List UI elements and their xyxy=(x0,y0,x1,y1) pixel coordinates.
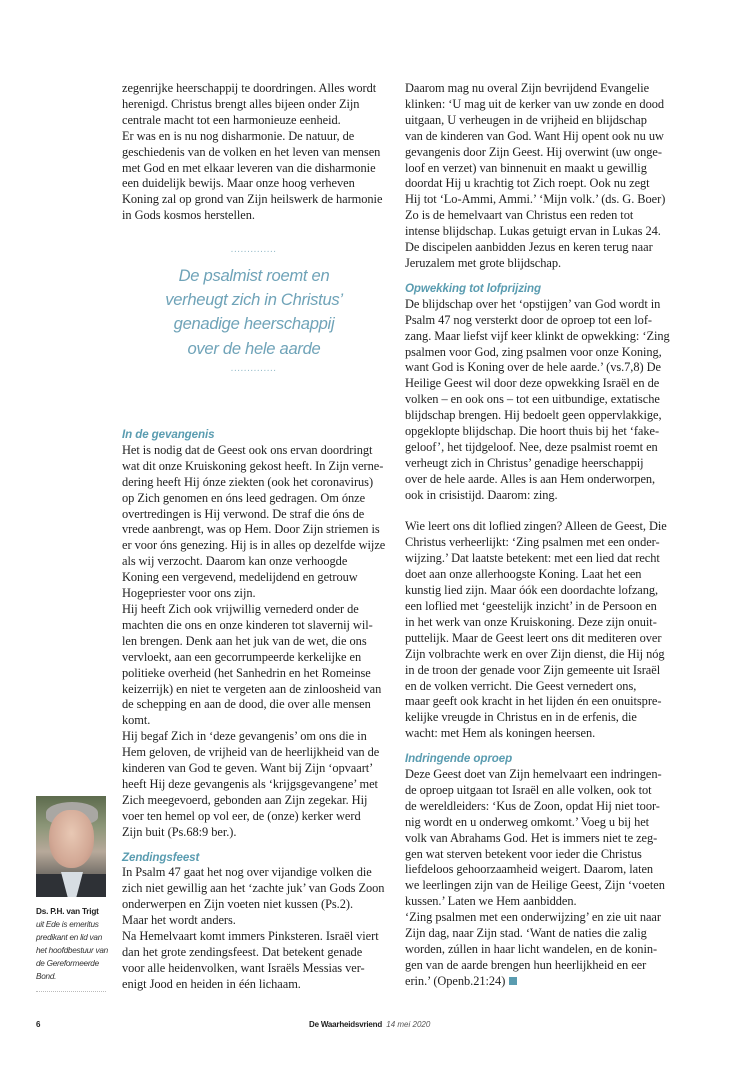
text-line: worden, zúllen in haar licht wandelen, en de konin- xyxy=(405,942,658,957)
author-divider xyxy=(36,991,106,992)
text-line: zich niet gewillig aan het ‘zachte juk’ van Gods Zoon xyxy=(122,881,385,896)
section-in-de-gevangenis xyxy=(122,427,408,993)
text-line: Psalm 47 nog versterkt door de oproep tot een lof- xyxy=(405,312,652,327)
end-square-icon xyxy=(509,977,517,985)
text-line: blijdschap brengen. Hij bedoelt geen oppervlakkige, xyxy=(405,408,662,423)
text-line: ook in crisistijd. Daarom: zing. xyxy=(405,487,558,502)
publication-date: 14 mei 2020 xyxy=(386,1020,431,1029)
right-column xyxy=(405,81,691,990)
text-line: ‘Zing psalmen met een onderwijzing’ en zie uit naar xyxy=(405,910,661,925)
text-line: en de volken verricht. Die Geest vernedert ons, xyxy=(405,678,637,693)
text-line: geloof’, het tijdgeloof. Nee, deze psalmist roemt en xyxy=(405,439,658,454)
bio-line: de Gereformeerde xyxy=(36,959,99,968)
text-line: als wij verzocht. Daarom kan onze verhoogde xyxy=(122,554,348,569)
text-line: klinken: ‘U mag uit de kerker van uw zonde en dood xyxy=(405,96,665,111)
bio-line: het hoofdbestuur van xyxy=(36,946,108,955)
text-line: Zijn buit (Ps.68:9 ber.). xyxy=(122,824,237,839)
text-line: zang. Maar liefst vijf keer klinkt de opwekking: ‘Zing xyxy=(405,328,670,343)
text-line: Hij begaf Zich in ‘deze gevangenis’ om ons die in xyxy=(122,729,367,744)
text-line: over de hele aarde. Alles is aan Hem onderworpen, xyxy=(405,471,656,486)
pullquote-line: genadige heerschappij xyxy=(173,314,335,334)
author-bio xyxy=(36,918,108,983)
text-line: De discipelen aanbidden Jezus en keren terug naar xyxy=(405,240,653,255)
text-line: kelijke vreugde in Christus en in de erfenis, die xyxy=(405,710,637,725)
text-line: volken – en ook ons – tot een uitbundige, extatische xyxy=(405,392,660,407)
text-line: van de kinderen van God. Want Hij opent ook nu uw xyxy=(405,128,664,143)
text-line: kunstig lied zijn. Maar óók een doordachte lofzang, xyxy=(405,583,659,598)
text-line: onderwerpen en Zijn voeten niet kussen (Ps.2). xyxy=(122,897,353,912)
text-line: Hogepriester voor ons zijn. xyxy=(122,586,256,601)
text-line: in Gods kosmos herstellen. xyxy=(122,208,255,223)
text-line: Wie leert ons dit loflied zingen? Alleen de Geest, Die xyxy=(405,519,667,534)
text-line: voer ten hemel op vol eer, de (onze) kerker werd xyxy=(122,808,361,823)
bio-line: Bond. xyxy=(36,972,57,981)
text-line: in de troon der genade voor Zijn gemeente uit Israël xyxy=(405,662,661,677)
text-line: machten die ons en onze kinderen tot slavernij wil- xyxy=(122,617,373,632)
author-name: Ds. P.H. van Trigt xyxy=(36,907,99,916)
text-line: len brengen. Denk aan het juk van de wet, die ons xyxy=(122,633,367,648)
text-line: vervloekt, aan een gecorrumpeerde kerkelijke en xyxy=(122,649,362,664)
section-heading: Zendingsfeest xyxy=(122,850,200,864)
text-line: Hij tot ‘Lo-Ammi, Ammi.’ ‘Mijn volk.’ (ds. G. Boer) xyxy=(405,192,666,207)
text-line: komt. xyxy=(122,713,151,728)
text-line: keizerrijk) en niet te vergeten aan de zinloosheid van xyxy=(122,681,382,696)
text-line: geschiedenis van de volken en het leven van mensen xyxy=(122,144,381,159)
text-line: volk van Abrahams God. Het is immers niet te zeg- xyxy=(405,830,658,845)
text-line: puttelijk. Maar de Geest leert ons dit mediteren over xyxy=(405,630,662,645)
text-line: overtredingen is Hij verwond. De straf die óns de xyxy=(122,506,365,521)
text-line: erin.’ (Openb.21:24) xyxy=(405,973,506,988)
left-column xyxy=(122,81,408,224)
text-line-last xyxy=(405,974,691,990)
author-box xyxy=(36,796,108,992)
intro-paragraph xyxy=(122,81,408,224)
text-line: Daarom mag nu overal Zijn bevrijdend Evangelie xyxy=(405,81,650,95)
text-line: gen van de aarde brengen hun heerlijkheid en eer xyxy=(405,957,647,972)
text-line: wacht: met Hem als koningen heersen. xyxy=(405,726,596,741)
text-line: doordat Hij u krachtig tot Zich roept. Ook nu zegt xyxy=(405,176,650,191)
paragraph-gap xyxy=(405,504,691,520)
text-line: Zijn dag, naar Zijn stad. ‘Want de naties die zalig xyxy=(405,926,647,941)
text-line: Zijn volbrachte werk en over Zijn dienst, die Hij nóg xyxy=(405,646,665,661)
text-line: In Psalm 47 gaat het nog over vijandige volken die xyxy=(122,865,372,880)
text-line: Heilige Geest wil door deze opwekking Israël en de xyxy=(405,376,660,391)
pullquote-line: over de hele aarde xyxy=(187,338,321,358)
bio-line: predikant en lid van xyxy=(36,933,103,942)
pullquote-line: verheugt zich in Christus’ xyxy=(165,290,343,310)
section-heading: Opwekking tot lofprijzing xyxy=(405,281,541,295)
text-line: gevangenis door Zijn Geest. Hij overwint (uw onge- xyxy=(405,144,662,159)
text-line: liefdeloos gehoorzaamheid weigert. Daarom, laten xyxy=(405,862,654,877)
text-line: in het werk van onze Kruiskoning. Deze zijn onuit- xyxy=(405,614,657,629)
text-line: psalmen voor God, zing psalmen voor onze Koning, xyxy=(405,344,662,359)
text-line: wijzing.’ Dat laatste betekent: met een lied dat recht xyxy=(405,551,660,566)
bio-line: uit Ede is emeritus xyxy=(36,920,99,929)
text-line: we leerlingen zijn van de Heilige Geest, Zijn ‘voeten xyxy=(405,878,665,893)
text-line: enigt Jood en heiden in één lichaam. xyxy=(122,976,301,991)
text-line: Jeruzalem met grote blijdschap. xyxy=(405,255,562,270)
text-line: verheugt zich in Christus’ genadige heerschappij xyxy=(405,455,644,470)
text-line: centrale macht tot een harmonieuze eenheid. xyxy=(122,112,341,127)
text-line: Deze Geest doet van Zijn hemelvaart een indringen- xyxy=(405,767,662,782)
text-line: een duidelijk bewijs. Maar onze hoog verheven xyxy=(122,176,355,191)
text-line: herenigd. Christus brengt alles bijeen onder Zijn xyxy=(122,96,360,111)
text-line: nig wordt en u onderweg omkomt.’ Voeg u bij het xyxy=(405,814,650,829)
text-line: dering heeft Hij ónze ziekten (ook het coronavirus) xyxy=(122,474,374,489)
text-line: Na Hemelvaart komt immers Pinksteren. Israël viert xyxy=(122,929,379,944)
text-line: maar geeft ook kracht in het lijden én een onuitspre- xyxy=(405,694,662,709)
text-line: Er was en is nu nog disharmonie. De natuur, de xyxy=(122,128,355,143)
section-heading: Indringende oproep xyxy=(405,752,513,766)
text-line: want God is Koning over de hele aarde.’ (vs.7,8) De xyxy=(405,360,661,375)
text-line: vrede aanbrengt, was op Hem. Door Zijn striemen is xyxy=(122,522,380,537)
text-line: kinderen van God te geven. Want bij Zijn ‘opvaart’ xyxy=(122,761,374,776)
text-line: Hij heeft Zich ook vrijwillig vernederd onder de xyxy=(122,601,359,616)
text-line: Zich meegevoerd, gebonden aan Zijn zegekar. Hij xyxy=(122,792,368,807)
text-line: voor alle heidenvolken, want Israëls Messias ver- xyxy=(122,960,365,975)
pullquote-divider-bottom: .............. xyxy=(231,362,277,374)
text-line: dan het grote zendingsfeest. Dat betekent genade xyxy=(122,945,363,959)
text-line: opgeklopte blijdschap. Die hoort thuis bij het ‘fake- xyxy=(405,424,660,439)
text-line: een loflied met ‘geestelijk inzicht’ in de Persoon en xyxy=(405,598,657,613)
page-number: 6 xyxy=(36,1020,41,1029)
text-line: politieke overheid (het Sanhedrin en het Romeinse xyxy=(122,665,371,680)
text-line: doet aan onze allerhoogste Koning. Laat het een xyxy=(405,567,642,582)
pullquote-line: De psalmist roemt en xyxy=(178,266,330,285)
author-photo xyxy=(36,796,106,897)
section-heading: In de gevangenis xyxy=(122,428,215,441)
text-line: zegenrijke heerschappij te doordringen. Alles wordt xyxy=(122,81,377,95)
text-line: uitgaan, U verheugen in de vrijheid en blijdschap xyxy=(405,112,647,127)
text-line: Het is nodig dat de Geest ook ons ervan doordringt xyxy=(122,442,373,457)
text-line: heeft Hij deze gevangenis als ‘krijgsgevangene’ met xyxy=(122,776,378,791)
text-line: Christus verheerlijkt: ‘Zing psalmen met een onder- xyxy=(405,535,660,550)
text-line: Maar het wordt anders. xyxy=(122,913,236,928)
text-line: De blijdschap over het ‘opstijgen’ van God wordt in xyxy=(405,296,661,311)
publication-name: De Waarheidsvriend xyxy=(309,1020,383,1029)
text-line: op Zich genomen en óns leed gedragen. Om ónze xyxy=(122,490,366,505)
publication-info xyxy=(309,1020,430,1029)
text-line: loof en verzet) van binnenuit en maakt u gewillig xyxy=(405,160,647,175)
text-line: Zo is de hemelvaart van Christus een reden tot xyxy=(405,208,634,223)
text-line: er voor óns genezing. Hij is in alles op dezelfde wijze xyxy=(122,538,386,553)
text-line: Koning een vergevend, medelijdend en getrouw xyxy=(122,570,358,585)
portrait-face xyxy=(49,810,94,868)
text-line: wat dit onze Kruiskoning gekost heeft. In Zijn verne- xyxy=(122,458,384,473)
text-line: Hem geloven, de vrijheid van de heerlijkheid van de xyxy=(122,745,380,760)
text-line: Koning zal op grond van Zijn heilswerk de harmonie xyxy=(122,192,383,207)
pullquote xyxy=(122,244,386,375)
text-line: de oproep uitgaan tot Israël en alle volken, ook tot xyxy=(405,782,652,797)
text-line: de schepping en aan de dood, die over alle mensen xyxy=(122,697,371,712)
text-line: gen wat sterven betekent voor ieder die Christus xyxy=(405,846,642,861)
text-line: kussen.’ Laten we Hem aanbidden. xyxy=(405,894,577,909)
text-line: met God en met elkaar leveren van die disharmonie xyxy=(122,160,376,175)
text-line: de wereldleiders: ‘Kus de Zoon, opdat Hij niet toor- xyxy=(405,798,660,813)
pullquote-divider-top: .............. xyxy=(231,244,277,255)
text-line: intense blijdschap. Lukas getuigt ervan in Lukas 24. xyxy=(405,224,661,239)
